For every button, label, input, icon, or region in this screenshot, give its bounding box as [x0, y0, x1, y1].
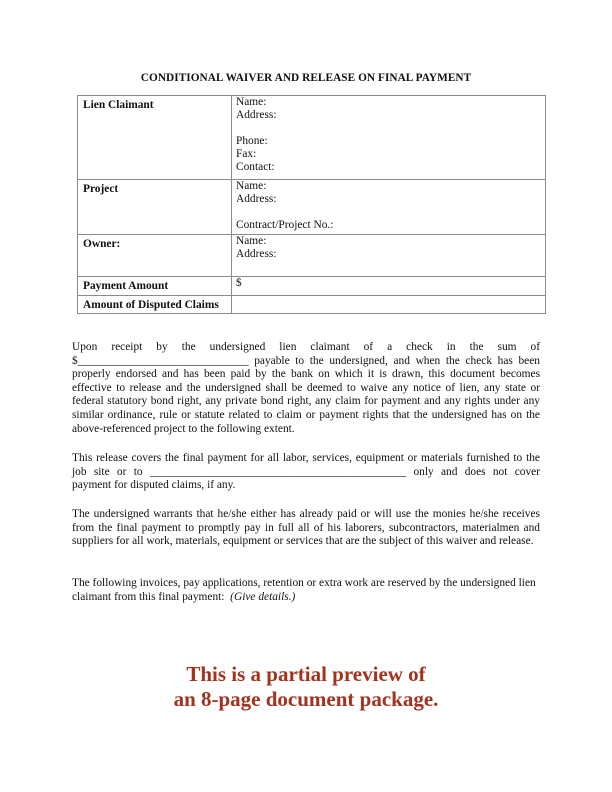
paragraph-release-coverage	[72, 452, 540, 493]
name-line: Name:	[236, 96, 267, 108]
paragraph-text: Upon receipt by the undersigned lien claimant of a check in the sum of $	[72, 341, 540, 367]
paragraph-warranty: The undersigned warrants that he/she either has already paid or will use the monies he/she receives from the final payment to promptly pay in full all of his laborers, subcontractors, materialmen and suppliers for all work, materials, equipment or services that are the subject of this waiver and release.	[72, 508, 540, 548]
table-row-disputed-claims	[78, 296, 546, 314]
address-line: Address:	[236, 109, 277, 121]
paragraph-reservations	[72, 577, 540, 604]
row-label: Amount of Disputed Claims	[78, 296, 232, 314]
paragraph-receipt	[72, 341, 540, 436]
payment-amount-value: $	[232, 277, 546, 296]
address-line: Address:	[236, 248, 277, 260]
give-details-note: (Give details.)	[230, 590, 296, 603]
row-label: Lien Claimant	[78, 96, 232, 180]
spacer	[236, 206, 545, 219]
row-label: Project	[78, 180, 232, 235]
name-line: Name:	[236, 180, 267, 192]
table-row-project	[78, 180, 546, 235]
preview-line-1: This is a partial preview of	[186, 662, 426, 686]
row-label: Owner:	[78, 235, 232, 277]
paragraph-text: The following invoices, pay applications, retention or extra work are reserved by the undersigned lien claimant from this final payment:	[72, 577, 539, 603]
preview-line-2: an 8-page document package.	[173, 687, 439, 711]
contact-line: Contact:	[236, 161, 275, 173]
contract-project-no-line: Contract/Project No.:	[236, 219, 334, 231]
address-line: Address:	[236, 193, 277, 205]
paragraph-text: payable to the undersigned, and when the check has been properly endorsed and has been paid by the bank on which it is drawn, this document becomes effective to release and the undersigned shall be deemed to waive any notice of lien, any state or federal statutory bond right, any private bond right, any claim for payment and any rights under any similar ordinance, rule or statute related to claim or payment rights that the undersigned has on the above-referenced project to the following extent.	[72, 354, 540, 435]
table-row-payment-amount	[78, 277, 546, 296]
table-row-owner	[78, 235, 546, 277]
info-table	[77, 95, 546, 314]
disputed-claims-value	[232, 296, 546, 314]
row-value	[232, 96, 546, 180]
row-value	[232, 180, 546, 235]
fax-line: Fax:	[236, 148, 257, 160]
paragraph-text: only and does not cover payment for disputed claims, if any.	[72, 465, 540, 492]
document-title: CONDITIONAL WAIVER AND RELEASE ON FINAL PAYMENT	[140, 72, 472, 84]
table-row-lien-claimant	[78, 96, 546, 180]
location-blank: _____________________________________________	[149, 465, 407, 478]
row-value	[232, 235, 546, 277]
name-line: Name:	[236, 235, 267, 247]
row-label: Payment Amount	[78, 277, 232, 296]
spacer	[236, 122, 545, 135]
phone-line: Phone:	[236, 135, 268, 147]
paragraph-text: This release covers the final payment for all labor, services, equipment or materials furnished to the job site or to	[72, 452, 540, 478]
preview-notice	[0, 662, 612, 712]
sum-blank: ______________________________	[77, 354, 249, 367]
